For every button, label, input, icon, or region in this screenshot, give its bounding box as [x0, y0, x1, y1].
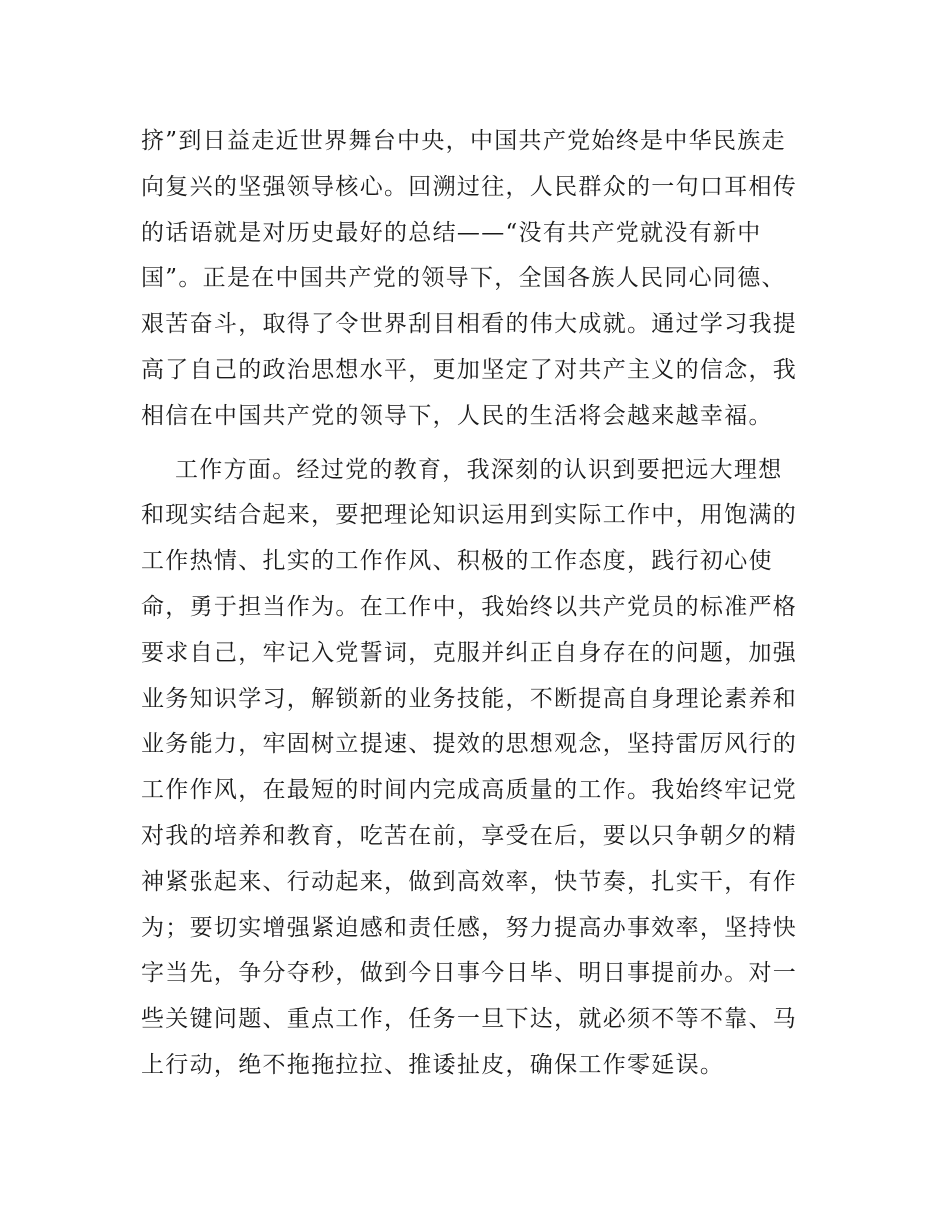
text-line: 对我的培养和教育，吃苦在前，享受在后，要以只争朝夕的精 — [141, 822, 798, 849]
text-line: 些关键问题、重点工作，任务一旦下达，就必须不等不靠、马 — [141, 1006, 798, 1033]
text-line: 国”。正是在中国共产党的领导下，全国各族人民同心同德、 — [141, 265, 786, 292]
text-line: 和现实结合起来，要把理论知识运用到实际工作中，用饱满的 — [141, 502, 798, 529]
paragraph-1 — [141, 119, 813, 440]
text-line: 为；要切实增强紧迫感和责任感，努力提高办事效率，坚持快 — [141, 914, 798, 941]
text-line: 上行动，绝不拖拖拉拉、推诿扯皮，确保工作零延误。 — [141, 1051, 725, 1078]
text-line: 挤”到日益走近世界舞台中央，中国共产党始终是中华民族走 — [141, 128, 786, 154]
text-line: 要求自己，牢记入党誓词，克服并纠正自身存在的问题，加强 — [141, 639, 798, 666]
text-line: 工作作风，在最短的时间内完成高质量的工作。我始终牢记党 — [141, 777, 798, 804]
text-line: 高了自己的政治思想水平，更加坚定了对共产主义的信念，我 — [141, 356, 798, 383]
text-line: 业务能力，牢固树立提速、提效的思想观念，坚持雷厉风行的 — [141, 731, 798, 758]
paragraph-gap — [141, 440, 813, 448]
text-line: 业务知识学习，解锁新的业务技能，不断提高自身理论素养和 — [141, 685, 798, 712]
text-line: 的话语就是对历史最好的总结——“没有共产党就没有新中 — [141, 219, 762, 246]
document-page — [141, 119, 813, 1089]
text-line: 相信在中国共产党的领导下，人民的生活将会越来越幸福。 — [141, 402, 773, 429]
text-line: 艰苦奋斗，取得了令世界刮目相看的伟大成就。通过学习我提 — [141, 311, 798, 338]
text-line: 字当先，争分夺秒，做到今日事今日毕、明日事提前办。对一 — [141, 960, 798, 987]
text-line: 神紧张起来、行动起来，做到高效率，快节奏，扎实干，有作 — [141, 868, 798, 895]
text-line: 工作方面。经过党的教育，我深刻的认识到要把远大理想 — [175, 456, 783, 483]
text-line: 命，勇于担当作为。在工作中，我始终以共产党员的标准严格 — [141, 593, 798, 620]
text-line: 向复兴的坚强领导核心。回溯过往，人民群众的一句口耳相传 — [141, 173, 798, 200]
text-line: 工作热情、扎实的工作作风、积极的工作态度，践行初心使 — [141, 548, 773, 575]
paragraph-2 — [141, 448, 813, 1089]
